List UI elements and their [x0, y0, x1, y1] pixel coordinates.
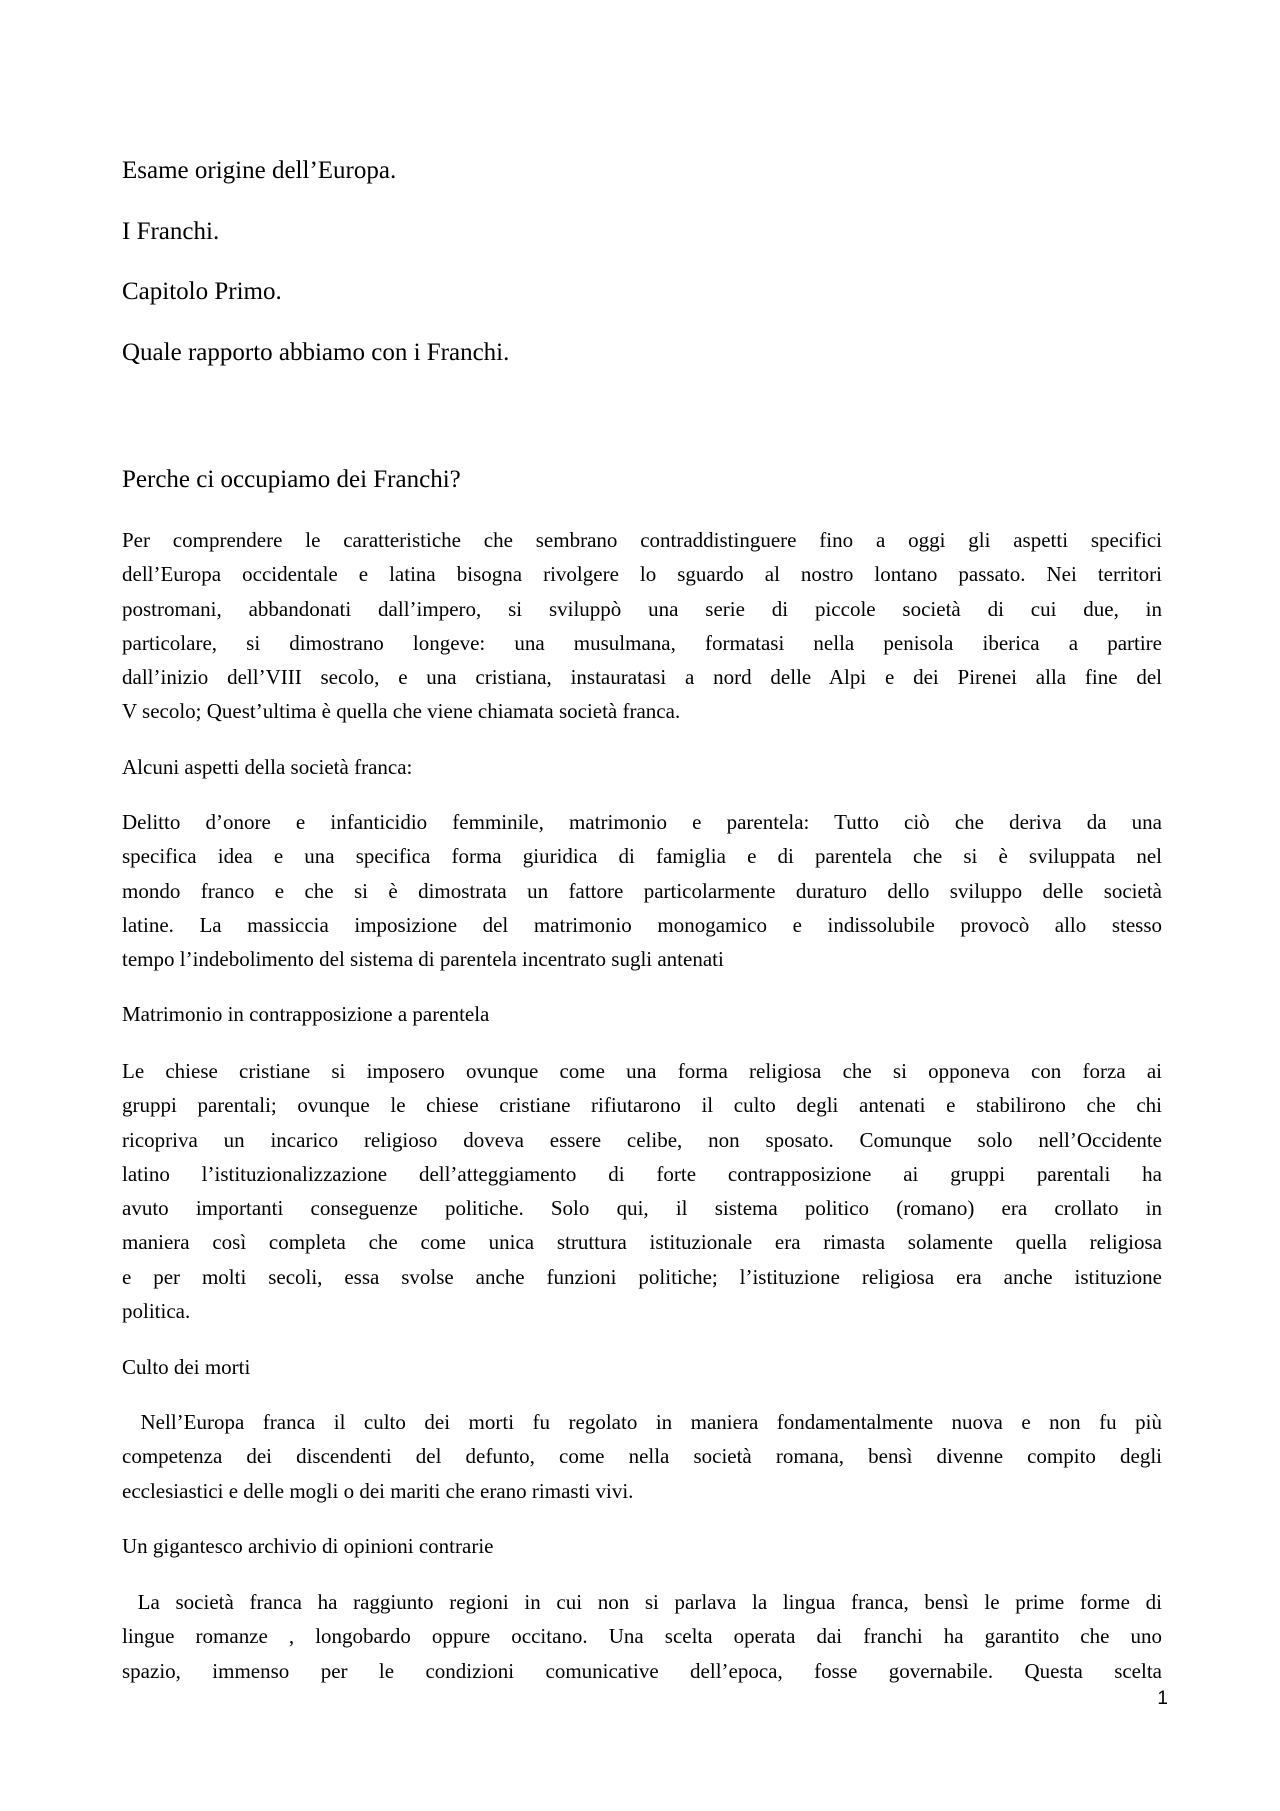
aspects-heading: Alcuni aspetti della società franca: — [122, 755, 413, 779]
paragraph-line: Per comprendere le caratteristiche che sembrano contraddistinguere fino a oggi gli aspetti specifici — [122, 528, 1162, 552]
paragraph-line: postromani, abbandonati dall’impero, si sviluppò una serie di piccole società di cui due, in — [122, 596, 1162, 621]
archive-heading: Un gigantesco archivio di opinioni contrarie — [122, 1534, 494, 1558]
marriage-heading: Matrimonio in contrapposizione a parentela — [122, 1002, 490, 1026]
paragraph-line: gruppi parentali; ovunque le chiese cristiane rifiutarono il culto degli antenati e stabilirono che chi — [122, 1093, 1162, 1118]
paragraph-line: mondo franco e che si è dimostrata un fattore particolarmente duraturo dello sviluppo delle società — [122, 878, 1162, 903]
paragraph-line: spazio, immenso per le condizioni comunicative dell’epoca, fosse governabile. Questa scelta — [122, 1658, 1162, 1683]
paragraph-line: Nell’Europa franca il culto dei morti fu regolato in maniera fondamentalmente nuova e non fu più — [122, 1410, 1162, 1434]
marriage-paragraph — [122, 1054, 1162, 1328]
archive-paragraph — [122, 1585, 1162, 1688]
paragraph-line: tempo l’indebolimento del sistema di parentela incentrato sugli antenati — [122, 947, 724, 972]
paragraph-line: lingue romanze , longobardo oppure occitano. Una scelta operata dai franchi ha garantito che uno — [122, 1624, 1162, 1649]
document-title: Esame origine dell’Europa. — [122, 157, 397, 184]
paragraph-line: competenza dei discendenti del defunto, come nella società romana, bensì divenne compito degli — [122, 1444, 1162, 1469]
dead-heading: Culto dei morti — [122, 1355, 251, 1379]
paragraph-line: particolare, si dimostrano longeve: una musulmana, formatasi nella penisola iberica a partire — [122, 630, 1162, 655]
paragraph-line: La società franca ha raggiunto regioni in cui non si parlava la lingua franca, bensì le prime forme di — [122, 1590, 1162, 1614]
paragraph-line: dell’Europa occidentale e latina bisogna rivolgere lo sguardo al nostro lontano passato. Nei territori — [122, 562, 1162, 587]
paragraph-line: ricopriva un incarico religioso doveva essere celibe, non sposato. Comunque solo nell’Occidente — [122, 1127, 1162, 1152]
dead-paragraph — [122, 1405, 1162, 1508]
section-title: I Franchi. — [122, 218, 220, 245]
paragraph-line: Delitto d’onore e infanticidio femminile, matrimonio e parentela: Tutto ciò che deriva da una — [122, 810, 1162, 834]
paragraph-line: ecclesiastici e delle mogli o dei mariti che erano rimasti vivi. — [122, 1478, 634, 1503]
paragraph-line: specifica idea e una specifica forma giuridica di famiglia e di parentela che si è sviluppata nel — [122, 844, 1162, 869]
paragraph-line: maniera così completa che come unica struttura istituzionale era rimasta solamente quella religiosa — [122, 1230, 1162, 1255]
question-heading: Perche ci occupiamo dei Franchi? — [122, 466, 461, 493]
intro-paragraph — [122, 523, 1162, 729]
paragraph-line: latine. La massiccia imposizione del matrimonio monogamico e indissolubile provocò allo stesso — [122, 912, 1162, 937]
paragraph-line: latino l’istituzionalizzazione dell’atteggiamento di forte contrapposizione ai gruppi parentali ha — [122, 1161, 1162, 1186]
paragraph-line: e per molti secoli, essa svolse anche funzioni politiche; l’istituzione religiosa era anche istituzione — [122, 1264, 1162, 1289]
paragraph-line: politica. — [122, 1299, 191, 1324]
paragraph-line: V secolo; Quest’ultima è quella che viene chiamata società franca. — [122, 699, 681, 724]
paragraph-line: dall’inizio dell’VIII secolo, e una cristiana, instauratasi a nord delle Alpi e dei Pirenei alla fine del — [122, 665, 1162, 690]
chapter-title: Capitolo Primo. — [122, 278, 282, 305]
page-number: 1 — [1157, 1688, 1168, 1709]
chapter-subtitle: Quale rapporto abbiamo con i Franchi. — [122, 339, 510, 366]
paragraph-line: avuto importanti conseguenze politiche. Solo qui, il sistema politico (romano) era crollato in — [122, 1196, 1162, 1221]
paragraph-line: Le chiese cristiane si imposero ovunque come una forma religiosa che si opponeva con forza ai — [122, 1059, 1162, 1083]
honor-paragraph — [122, 805, 1162, 976]
